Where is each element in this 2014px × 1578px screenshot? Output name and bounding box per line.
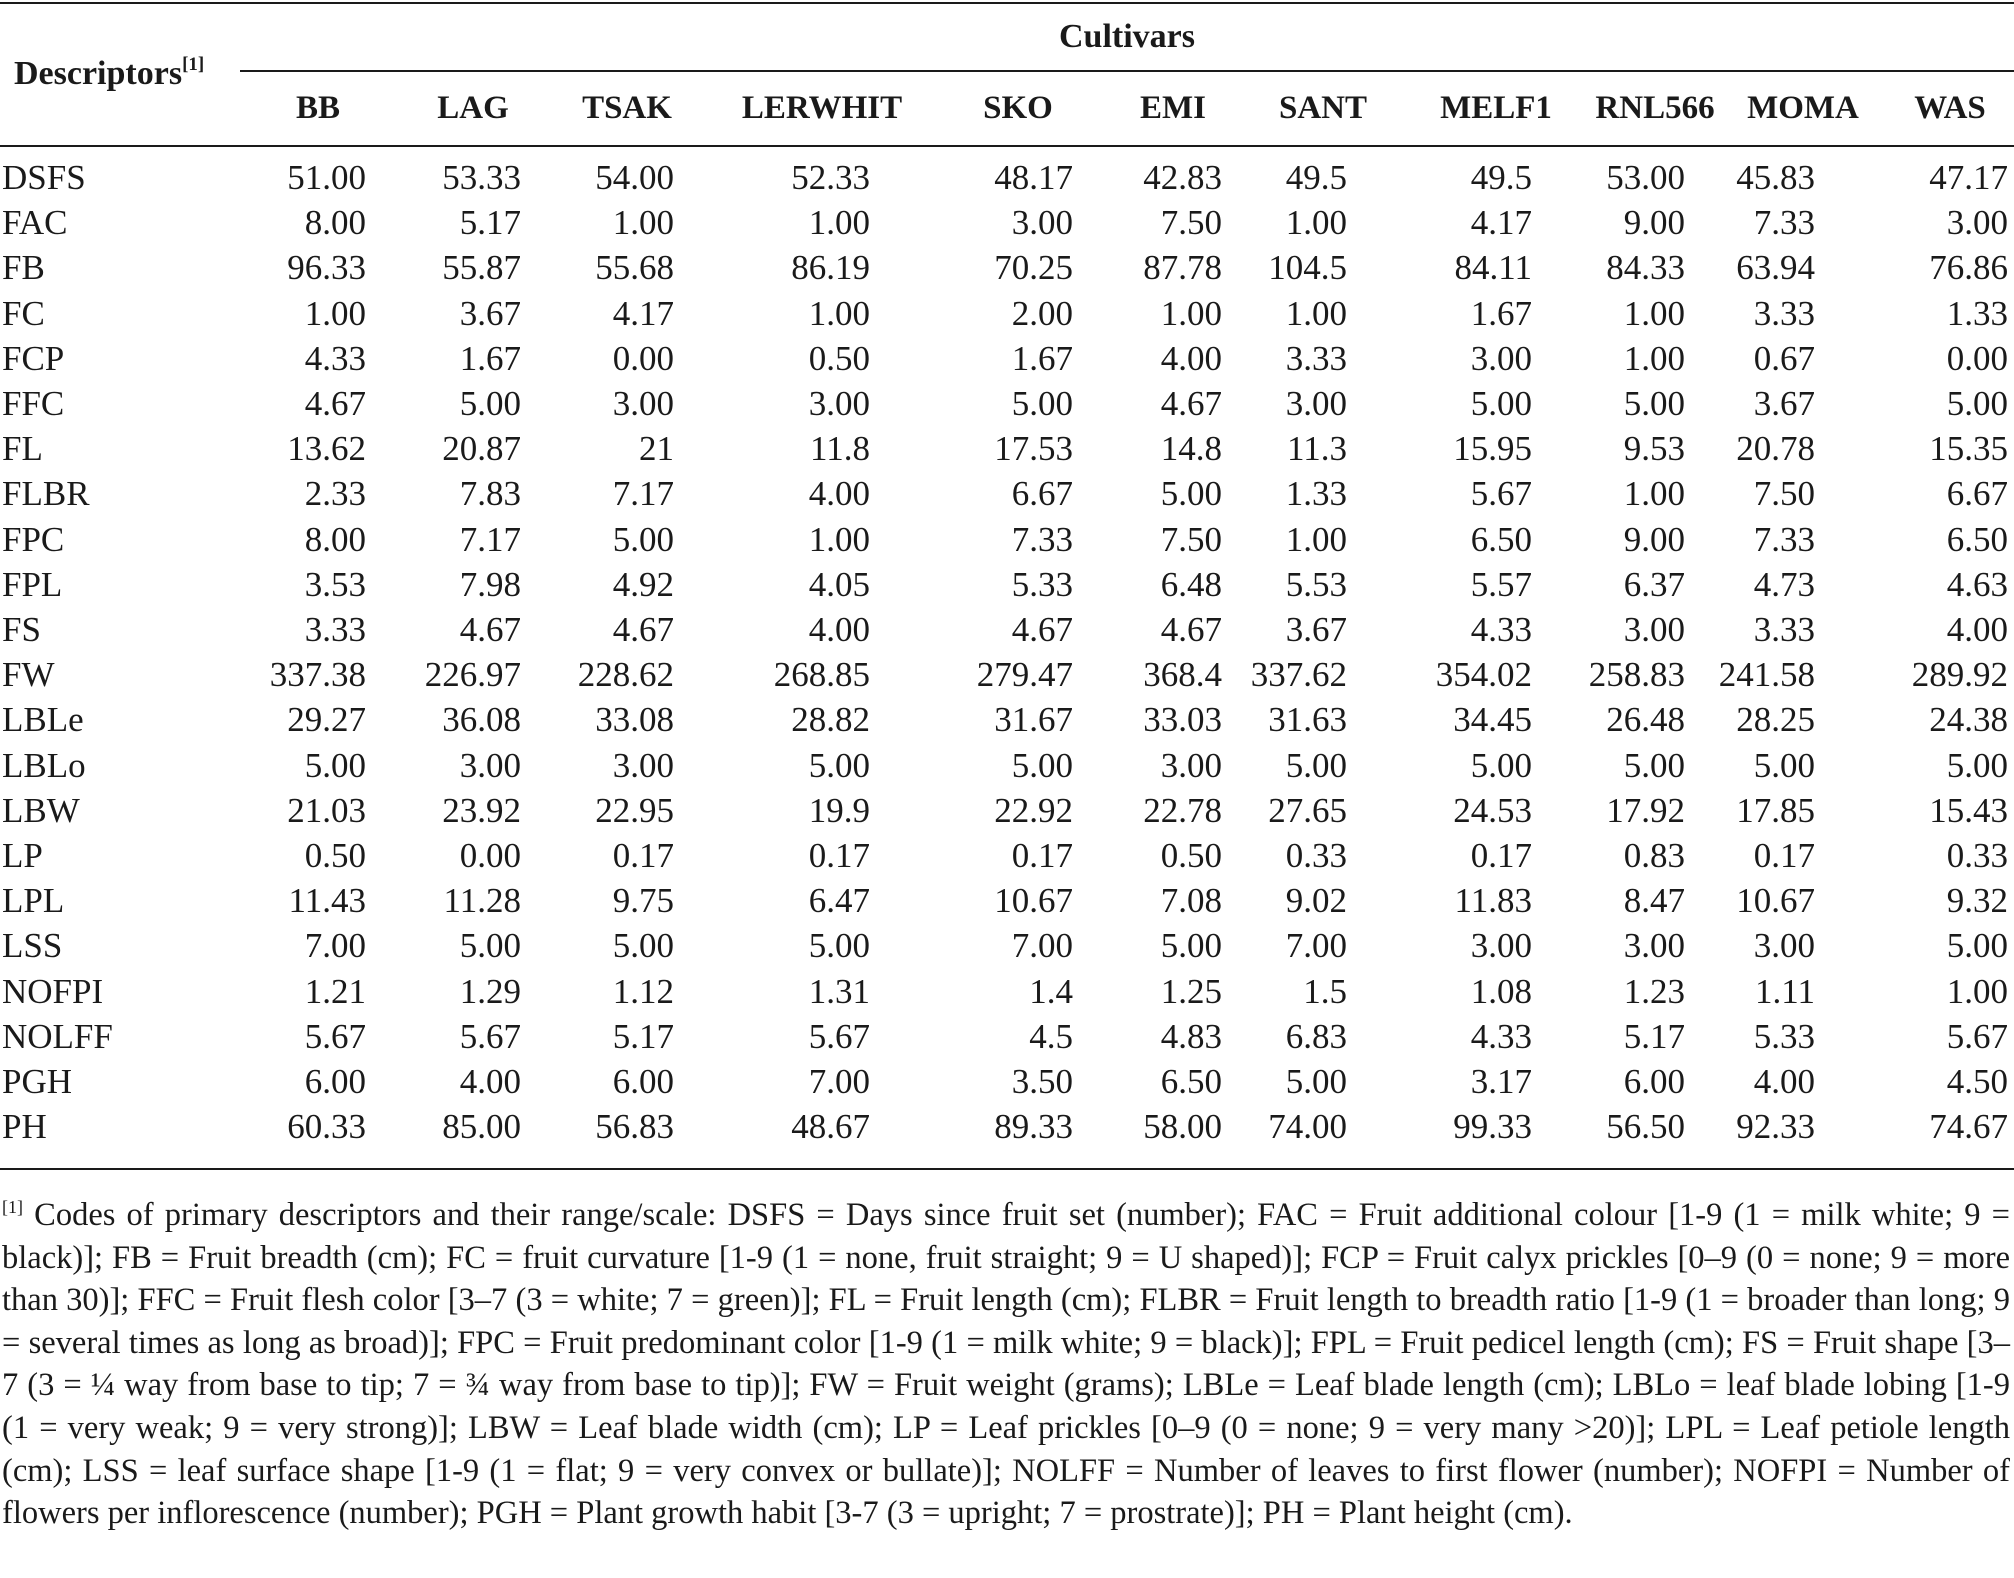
cell-fc-moma: 3.33 <box>1753 293 1815 333</box>
cell-fs-emi: 4.67 <box>1160 610 1222 649</box>
cell-fpl-lerwhit: 4.05 <box>808 564 870 604</box>
cell-lss-tsak: 5.00 <box>612 926 674 966</box>
cell-fw-emi: 368.4 <box>1143 655 1222 695</box>
cell-fb-melf1: 84.11 <box>1454 248 1532 288</box>
cell-fb-bb: 96.33 <box>287 248 366 288</box>
cell-fw-sant: 337.62 <box>1250 655 1347 695</box>
cell-lp-sant: 0.33 <box>1285 836 1347 875</box>
cell-ffc-was: 5.00 <box>1946 384 2008 423</box>
cell-pgh-sant: 5.00 <box>1285 1062 1347 1101</box>
cell-fb-emi: 87.78 <box>1143 248 1222 288</box>
cell-ffc-sant: 3.00 <box>1285 384 1347 423</box>
cell-fac-tsak: 1.00 <box>612 203 674 243</box>
cell-lblo-emi: 3.00 <box>1160 745 1222 785</box>
cell-fc-lag: 3.67 <box>459 293 521 333</box>
cell-nofpi-bb: 1.21 <box>304 971 366 1011</box>
cell-dsfs-sko: 48.17 <box>994 158 1073 197</box>
cell-pgh-bb: 6.00 <box>304 1062 366 1101</box>
cell-fw-moma: 241.58 <box>1718 655 1815 695</box>
cell-lpl-sko: 10.67 <box>994 881 1073 921</box>
cell-lss-lerwhit: 5.00 <box>808 926 870 966</box>
cell-pgh-tsak: 6.00 <box>612 1062 674 1101</box>
cell-fpl-moma: 4.73 <box>1753 564 1815 604</box>
cell-fb-moma: 63.94 <box>1736 248 1815 288</box>
cell-lss-emi: 5.00 <box>1160 926 1222 966</box>
cell-lblo-moma: 5.00 <box>1753 745 1815 785</box>
cell-lpl-bb: 11.43 <box>288 881 366 921</box>
cell-lpl-lag: 11.28 <box>443 881 521 921</box>
row-label-fw: FW <box>2 655 55 695</box>
cell-fb-sko: 70.25 <box>994 248 1073 288</box>
cell-lss-rnl566: 3.00 <box>1623 926 1685 966</box>
cell-fcp-bb: 4.33 <box>304 338 366 378</box>
cell-lblo-was: 5.00 <box>1946 745 2008 785</box>
cell-dsfs-moma: 45.83 <box>1736 158 1815 197</box>
cell-ph-lerwhit: 48.67 <box>791 1107 870 1147</box>
cell-flbr-melf1: 5.67 <box>1470 474 1532 514</box>
cell-ffc-bb: 4.67 <box>304 384 366 423</box>
cell-fs-sko: 4.67 <box>1011 610 1073 649</box>
row-label-ffc: FFC <box>2 384 65 423</box>
cell-fcp-rnl566: 1.00 <box>1623 338 1685 378</box>
cell-flbr-bb: 2.33 <box>304 474 366 514</box>
cell-fl-rnl566: 9.53 <box>1623 429 1685 469</box>
cell-fac-melf1: 4.17 <box>1470 203 1532 243</box>
cell-pgh-rnl566: 6.00 <box>1623 1062 1685 1101</box>
cell-fpc-was: 6.50 <box>1946 519 2008 559</box>
cell-pgh-emi: 6.50 <box>1160 1062 1222 1101</box>
cell-dsfs-rnl566: 53.00 <box>1606 158 1685 197</box>
column-header-emi: EMI <box>1140 90 1206 126</box>
cell-flbr-was: 6.67 <box>1946 474 2008 514</box>
cell-fac-sko: 3.00 <box>1011 203 1073 243</box>
cell-fpc-lag: 7.17 <box>459 519 521 559</box>
cell-lp-sko: 0.17 <box>1011 836 1073 875</box>
cell-flbr-emi: 5.00 <box>1160 474 1222 514</box>
cell-flbr-moma: 7.50 <box>1753 474 1815 514</box>
cell-lblo-sant: 5.00 <box>1285 745 1347 785</box>
cell-lble-emi: 33.03 <box>1143 700 1222 740</box>
cell-fb-lag: 55.87 <box>442 248 521 288</box>
cell-fw-lerwhit: 268.85 <box>773 655 870 695</box>
cell-lblo-lag: 3.00 <box>459 745 521 785</box>
cell-nofpi-sko: 1.4 <box>1029 971 1073 1011</box>
cell-fs-was: 4.00 <box>1946 610 2008 649</box>
cell-fpc-emi: 7.50 <box>1160 519 1222 559</box>
cell-lbw-was: 15.43 <box>1929 790 2008 830</box>
cell-fpl-tsak: 4.92 <box>612 564 674 604</box>
cell-dsfs-tsak: 54.00 <box>595 158 674 197</box>
cell-fl-moma: 20.78 <box>1736 429 1815 469</box>
row-label-dsfs: DSFS <box>2 158 86 197</box>
cell-fl-tsak: 21 <box>639 429 674 469</box>
cell-lpl-rnl566: 8.47 <box>1623 881 1685 921</box>
cell-dsfs-bb: 51.00 <box>287 158 366 197</box>
cell-lble-rnl566: 26.48 <box>1606 700 1685 740</box>
cell-fac-was: 3.00 <box>1946 203 2008 243</box>
cell-lss-melf1: 3.00 <box>1470 926 1532 966</box>
top-rule <box>0 2 2014 4</box>
cell-fpc-rnl566: 9.00 <box>1623 519 1685 559</box>
cell-fc-was: 1.33 <box>1946 293 2008 333</box>
cell-lblo-tsak: 3.00 <box>612 745 674 785</box>
cell-lblo-rnl566: 5.00 <box>1623 745 1685 785</box>
row-label-lble: LBLe <box>2 700 84 740</box>
cell-fpl-was: 4.63 <box>1946 564 2008 604</box>
cell-fw-bb: 337.38 <box>269 655 366 695</box>
cell-ffc-emi: 4.67 <box>1160 384 1222 423</box>
cell-fw-melf1: 354.02 <box>1435 655 1532 695</box>
cell-fs-sant: 3.67 <box>1285 610 1347 649</box>
cell-fpc-melf1: 6.50 <box>1470 519 1532 559</box>
cell-fs-bb: 3.33 <box>304 610 366 649</box>
cell-nolff-lag: 5.67 <box>459 1016 521 1056</box>
cell-lble-moma: 28.25 <box>1736 700 1815 740</box>
cell-nofpi-lerwhit: 1.31 <box>808 971 870 1011</box>
cell-nofpi-tsak: 1.12 <box>612 971 674 1011</box>
cell-fc-rnl566: 1.00 <box>1623 293 1685 333</box>
cell-fw-tsak: 228.62 <box>577 655 674 695</box>
cell-fw-was: 289.92 <box>1911 655 2008 695</box>
column-header-lerwhit: LERWHIT <box>741 90 903 126</box>
cell-lp-emi: 0.50 <box>1160 836 1222 875</box>
cell-nolff-sant: 6.83 <box>1285 1016 1347 1056</box>
cell-dsfs-emi: 42.83 <box>1143 158 1222 197</box>
row-label-pgh: PGH <box>2 1062 73 1101</box>
cell-fac-sant: 1.00 <box>1285 203 1347 243</box>
cell-nolff-was: 5.67 <box>1946 1016 2008 1056</box>
cell-flbr-lag: 7.83 <box>459 474 521 514</box>
cultivars-underline <box>240 70 2014 72</box>
cell-lblo-sko: 5.00 <box>1011 745 1073 785</box>
cell-lbw-moma: 17.85 <box>1736 790 1815 830</box>
cell-flbr-lerwhit: 4.00 <box>808 474 870 514</box>
cell-fb-sant: 104.5 <box>1268 248 1347 288</box>
cell-lble-sko: 31.67 <box>994 700 1073 740</box>
row-label-nofpi: NOFPI <box>2 971 104 1011</box>
cell-fcp-tsak: 0.00 <box>612 338 674 378</box>
cell-fb-tsak: 55.68 <box>595 248 674 288</box>
cell-fpl-emi: 6.48 <box>1160 564 1222 604</box>
cell-lble-lag: 36.08 <box>442 700 521 740</box>
cell-fac-bb: 8.00 <box>304 203 366 243</box>
cell-fc-emi: 1.00 <box>1160 293 1222 333</box>
cell-ffc-sko: 5.00 <box>1011 384 1073 423</box>
cell-ffc-rnl566: 5.00 <box>1623 384 1685 423</box>
cell-ph-sko: 89.33 <box>994 1107 1073 1147</box>
cell-fpl-bb: 3.53 <box>304 564 366 604</box>
cell-fl-emi: 14.8 <box>1160 429 1222 469</box>
cell-fl-was: 15.35 <box>1929 429 2008 469</box>
cell-fac-moma: 7.33 <box>1753 203 1815 243</box>
cell-lble-lerwhit: 28.82 <box>791 700 870 740</box>
cell-lbw-melf1: 24.53 <box>1453 790 1532 830</box>
cell-fcp-sko: 1.67 <box>1011 338 1073 378</box>
cell-lss-lag: 5.00 <box>459 926 521 966</box>
cell-fac-emi: 7.50 <box>1160 203 1222 243</box>
cell-flbr-sko: 6.67 <box>1011 474 1073 514</box>
cell-fcp-moma: 0.67 <box>1753 338 1815 378</box>
cell-fw-lag: 226.97 <box>424 655 521 695</box>
cell-ph-bb: 60.33 <box>287 1107 366 1147</box>
cell-pgh-lag: 4.00 <box>459 1062 521 1101</box>
cell-ffc-tsak: 3.00 <box>612 384 674 423</box>
cell-lss-bb: 7.00 <box>304 926 366 966</box>
cell-fw-sko: 279.47 <box>976 655 1073 695</box>
cell-lp-rnl566: 0.83 <box>1623 836 1685 875</box>
cell-fpc-sant: 1.00 <box>1285 519 1347 559</box>
cell-fl-bb: 13.62 <box>287 429 366 469</box>
cell-ph-rnl566: 56.50 <box>1606 1107 1685 1147</box>
cell-fpl-melf1: 5.57 <box>1470 564 1532 604</box>
cell-fl-lerwhit: 11.8 <box>810 429 870 469</box>
cell-nolff-rnl566: 5.17 <box>1623 1016 1685 1056</box>
cell-lble-was: 24.38 <box>1929 700 2008 740</box>
cell-fs-tsak: 4.67 <box>612 610 674 649</box>
cell-flbr-sant: 1.33 <box>1285 474 1347 514</box>
cell-fs-rnl566: 3.00 <box>1623 610 1685 649</box>
row-label-fcp: FCP <box>2 338 65 378</box>
cell-ffc-lag: 5.00 <box>459 384 521 423</box>
descriptors-header-note: [1] <box>182 54 205 75</box>
cell-lble-sant: 31.63 <box>1268 700 1347 740</box>
cell-lbw-bb: 21.03 <box>287 790 366 830</box>
cell-fc-lerwhit: 1.00 <box>808 293 870 333</box>
cell-fcp-lerwhit: 0.50 <box>808 338 870 378</box>
cell-ph-sant: 74.00 <box>1268 1107 1347 1147</box>
cell-nolff-bb: 5.67 <box>304 1016 366 1056</box>
cell-nofpi-was: 1.00 <box>1946 971 2008 1011</box>
cell-dsfs-melf1: 49.5 <box>1470 158 1532 197</box>
cell-lblo-bb: 5.00 <box>304 745 366 785</box>
cell-fs-lag: 4.67 <box>459 610 521 649</box>
cell-ffc-melf1: 5.00 <box>1470 384 1532 423</box>
cell-lble-tsak: 33.08 <box>595 700 674 740</box>
cell-nolff-melf1: 4.33 <box>1470 1016 1532 1056</box>
cell-nofpi-emi: 1.25 <box>1160 971 1222 1011</box>
row-label-fpl: FPL <box>2 564 63 604</box>
cell-nofpi-melf1: 1.08 <box>1470 971 1532 1011</box>
cell-lblo-lerwhit: 5.00 <box>808 745 870 785</box>
cell-pgh-moma: 4.00 <box>1753 1062 1815 1101</box>
cell-fcp-melf1: 3.00 <box>1470 338 1532 378</box>
cell-nofpi-lag: 1.29 <box>459 971 521 1011</box>
cell-lpl-melf1: 11.83 <box>1454 881 1532 921</box>
row-label-fc: FC <box>2 293 45 333</box>
cell-ph-melf1: 99.33 <box>1453 1107 1532 1147</box>
cell-fcp-sant: 3.33 <box>1285 338 1347 378</box>
cell-nolff-sko: 4.5 <box>1029 1016 1073 1056</box>
cell-fc-bb: 1.00 <box>304 293 366 333</box>
cell-lss-moma: 3.00 <box>1753 926 1815 966</box>
cell-nolff-moma: 5.33 <box>1753 1016 1815 1056</box>
cell-fcp-emi: 4.00 <box>1160 338 1222 378</box>
cell-fl-sant: 11.3 <box>1287 429 1347 469</box>
column-header-bb: BB <box>295 90 341 126</box>
cell-fs-moma: 3.33 <box>1753 610 1815 649</box>
cell-fc-melf1: 1.67 <box>1470 293 1532 333</box>
cell-lbw-emi: 22.78 <box>1143 790 1222 830</box>
row-label-lblo: LBLo <box>2 745 86 785</box>
cell-nolff-emi: 4.83 <box>1160 1016 1222 1056</box>
footnote-text: Codes of primary descriptors and their range/scale: DSFS = Days since fruit set (number); FAC = Fruit additional colour [1-9 (1 = milk white; 9 = black)]; FB = Fruit breadth (cm); FC = fruit curvature [1-9 (1 = none, fruit straight; 9 = U shaped)]; FCP = Fruit calyx prickles [0–9 (0 = none; 9 = more than 30)]; FFC = Fruit flesh color [3–7 (3 = white; 7 = green)]; FL = Fruit length (cm); FLBR = Fruit length to breadth ratio [1-9 (1 = broader than long; 9 = several times as long as broad)]; FPC = Fruit predominant color [1-9 (1 = milk white; 9 = black)]; FPL = Fruit pedicel length (cm); FS = Fruit shape [3–7 (3 = ¼ way from base to tip; 7 = ¾ way from base to tip)]; FW = Fruit weight (grams); LBLe = Leaf blade length (cm); LBLo = leaf blade lobing [1-9 (1 = very weak; 9 = very strong)]; LBW = Leaf blade width (cm); LP = Leaf prickles [0–9 (0 = none; 9 = very many >20)]; LPL = Leaf petiole length (cm); LSS = leaf surface shape [1-9 (1 = flat; 9 = very convex or bullate)]; NOLFF = Number of leaves to first flower (number); NOFPI = Number of flowers per inflorescence (number); PGH = Plant growth habit [3-7 (3 = upright; 7 = prostrate)]; PH = Plant height (cm). <box>2 1197 2010 1532</box>
cell-lpl-moma: 10.67 <box>1736 881 1815 921</box>
cell-ph-moma: 92.33 <box>1736 1107 1815 1147</box>
cell-lbw-sant: 27.65 <box>1268 790 1347 830</box>
cell-fcp-was: 0.00 <box>1946 338 2008 378</box>
cell-ph-tsak: 56.83 <box>595 1107 674 1147</box>
cell-dsfs-was: 47.17 <box>1929 158 2008 197</box>
cell-lbw-tsak: 22.95 <box>595 790 674 830</box>
cell-dsfs-lerwhit: 52.33 <box>791 158 870 197</box>
column-header-lag: LAG <box>437 90 509 126</box>
row-label-lpl: LPL <box>2 881 65 921</box>
cell-pgh-lerwhit: 7.00 <box>808 1062 870 1101</box>
cell-fac-lag: 5.17 <box>459 203 521 243</box>
cell-fs-melf1: 4.33 <box>1470 610 1532 649</box>
cell-lp-lerwhit: 0.17 <box>808 836 870 875</box>
cell-fac-rnl566: 9.00 <box>1623 203 1685 243</box>
cell-fpc-tsak: 5.00 <box>612 519 674 559</box>
cell-lp-moma: 0.17 <box>1753 836 1815 875</box>
cell-flbr-tsak: 7.17 <box>612 474 674 514</box>
cell-ph-lag: 85.00 <box>442 1107 521 1147</box>
cell-fl-melf1: 15.95 <box>1453 429 1532 469</box>
cell-pgh-melf1: 3.17 <box>1470 1062 1532 1101</box>
row-label-ph: PH <box>2 1107 47 1147</box>
row-label-fac: FAC <box>2 203 68 243</box>
row-label-nolff: NOLFF <box>2 1016 113 1056</box>
cell-pgh-was: 4.50 <box>1946 1062 2008 1101</box>
cell-lbw-lag: 23.92 <box>442 790 521 830</box>
cell-fc-sko: 2.00 <box>1011 293 1073 333</box>
cell-fpl-sko: 5.33 <box>1011 564 1073 604</box>
column-header-was: WAS <box>1914 90 1986 126</box>
cell-dsfs-sant: 49.5 <box>1285 158 1347 197</box>
cell-lp-melf1: 0.17 <box>1470 836 1532 875</box>
cell-fl-sko: 17.53 <box>994 429 1073 469</box>
cell-nofpi-sant: 1.5 <box>1303 971 1347 1011</box>
cell-fac-lerwhit: 1.00 <box>808 203 870 243</box>
row-label-lp: LP <box>2 836 43 875</box>
column-header-tsak: TSAK <box>582 90 672 126</box>
column-header-rnl566: RNL566 <box>1595 90 1715 126</box>
row-label-flbr: FLBR <box>2 474 90 514</box>
cell-fl-lag: 20.87 <box>442 429 521 469</box>
cell-lbw-sko: 22.92 <box>994 790 1073 830</box>
cell-lbw-lerwhit: 19.9 <box>808 790 870 830</box>
cell-lpl-tsak: 9.75 <box>612 881 674 921</box>
row-label-fpc: FPC <box>2 519 65 559</box>
cell-lss-sko: 7.00 <box>1011 926 1073 966</box>
cell-lpl-sant: 9.02 <box>1285 881 1347 921</box>
cell-lpl-emi: 7.08 <box>1160 881 1222 921</box>
header-bottom-rule <box>0 145 2014 147</box>
row-label-lss: LSS <box>2 926 63 966</box>
cultivars-header: Cultivars <box>1059 18 1195 55</box>
cell-lpl-lerwhit: 6.47 <box>808 881 870 921</box>
cell-fb-rnl566: 84.33 <box>1606 248 1685 288</box>
cell-dsfs-lag: 53.33 <box>442 158 521 197</box>
cell-lbw-rnl566: 17.92 <box>1606 790 1685 830</box>
cell-fpl-rnl566: 6.37 <box>1623 564 1685 604</box>
row-label-fl: FL <box>2 429 43 469</box>
cell-fpl-lag: 7.98 <box>459 564 521 604</box>
cell-ffc-lerwhit: 3.00 <box>808 384 870 423</box>
cell-ph-was: 74.67 <box>1929 1107 2008 1147</box>
column-header-moma: MOMA <box>1747 90 1859 126</box>
row-label-fs: FS <box>2 610 41 649</box>
cell-fc-sant: 1.00 <box>1285 293 1347 333</box>
cell-fpc-moma: 7.33 <box>1753 519 1815 559</box>
footnote-marker: [1] <box>2 1197 23 1217</box>
cell-flbr-rnl566: 1.00 <box>1623 474 1685 514</box>
cell-fs-lerwhit: 4.00 <box>808 610 870 649</box>
cell-nolff-lerwhit: 5.67 <box>808 1016 870 1056</box>
cell-fcp-lag: 1.67 <box>459 338 521 378</box>
cell-fpc-bb: 8.00 <box>304 519 366 559</box>
cell-nofpi-rnl566: 1.23 <box>1623 971 1685 1011</box>
cell-lp-was: 0.33 <box>1946 836 2008 875</box>
cell-ph-emi: 58.00 <box>1143 1107 1222 1147</box>
cell-lble-bb: 29.27 <box>287 700 366 740</box>
cell-lp-lag: 0.00 <box>459 836 521 875</box>
cell-lp-bb: 0.50 <box>304 836 366 875</box>
cell-fw-rnl566: 258.83 <box>1588 655 1685 695</box>
table-footnote <box>2 1186 2010 1535</box>
cell-lblo-melf1: 5.00 <box>1470 745 1532 785</box>
cell-lble-melf1: 34.45 <box>1453 700 1532 740</box>
cell-fc-tsak: 4.17 <box>612 293 674 333</box>
cell-fb-lerwhit: 86.19 <box>791 248 870 288</box>
cell-fpl-sant: 5.53 <box>1285 564 1347 604</box>
cell-nolff-tsak: 5.17 <box>612 1016 674 1056</box>
column-header-sant: SANT <box>1278 90 1368 126</box>
cell-fpc-lerwhit: 1.00 <box>808 519 870 559</box>
row-label-lbw: LBW <box>2 790 80 830</box>
table-bottom-rule <box>0 1168 2014 1170</box>
descriptors-header: Descriptors[1] <box>14 54 205 92</box>
cell-fb-was: 76.86 <box>1929 248 2008 288</box>
cell-lpl-was: 9.32 <box>1946 881 2008 921</box>
cell-nofpi-moma: 1.11 <box>1755 971 1815 1011</box>
cell-lss-was: 5.00 <box>1946 926 2008 966</box>
cell-ffc-moma: 3.67 <box>1753 384 1815 423</box>
cell-lss-sant: 7.00 <box>1285 926 1347 966</box>
cell-fpc-sko: 7.33 <box>1011 519 1073 559</box>
column-header-sko: SKO <box>983 90 1053 126</box>
cell-pgh-sko: 3.50 <box>1011 1062 1073 1101</box>
row-label-fb: FB <box>2 248 45 288</box>
cell-lp-tsak: 0.17 <box>612 836 674 875</box>
column-header-melf1: MELF1 <box>1440 90 1552 126</box>
